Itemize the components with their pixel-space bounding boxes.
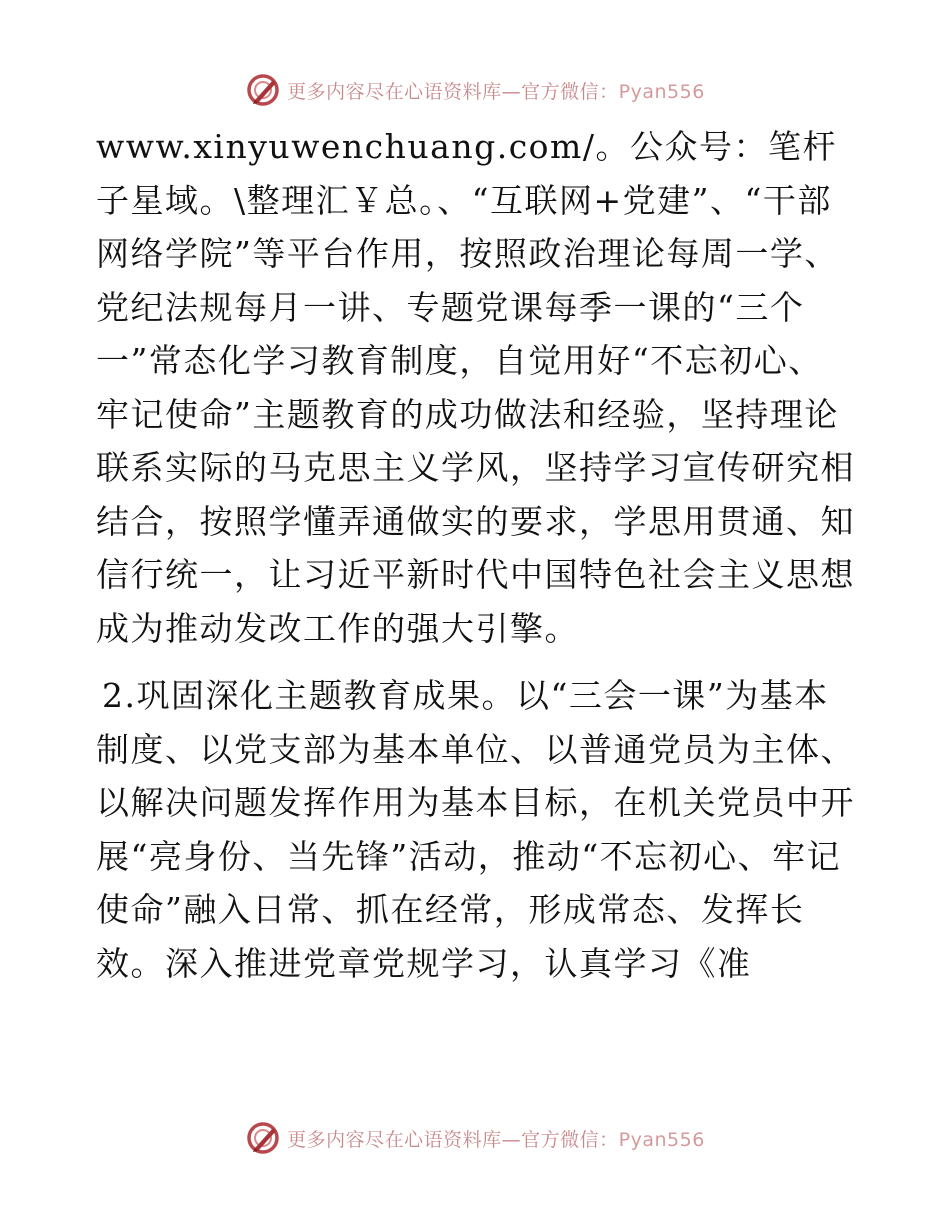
- paragraph-1: www.xinyuwenchuang.com/。公众号：笔杆子星域。\整理汇￥总。、“互联网+党建”、“干部网络学院”等平台作用，按照政治理论每周一学、党纪法规每月一讲、专题党课每季一课的“三个一”常态化学习教育制度，自觉用好“不忘初心、牢记使命”主题教育的成功做法和经验，坚持理论联系实际的马克思主义学风，坚持学习宣传研究相结合，按照学懂弄通做实的要求，学思用贯通、知信行统一，让习近平新时代中国特色社会主义思想成为推动发改工作的强大引擎。: [96, 127, 855, 648]
- watermark-text: 更多内容尽在心语资料库—官方微信：Pyan556: [287, 1128, 705, 1151]
- document-body: [96, 120, 856, 990]
- footer-watermark: [0, 1118, 950, 1158]
- pen-circle-logo-icon: [245, 72, 281, 108]
- wechat-id: Pyan556: [618, 1128, 705, 1151]
- header-watermark: [0, 70, 950, 110]
- wechat-id: Pyan556: [618, 80, 705, 103]
- watermark-text: 更多内容尽在心语资料库—官方微信：Pyan556: [287, 80, 705, 103]
- pen-circle-logo-icon: [245, 1120, 281, 1156]
- paragraph-2: 2.巩固深化主题教育成果。以“三会一课”为基本制度、以党支部为基本单位、以普通党员为主体、以解决问题发挥作用为基本目标，在机关党员中开展“亮身份、当先锋”活动，推动“不忘初心、牢记使命”融入日常、抓在经常，形成常态、发挥长效。深入推进党章党规学习，认真学习《准: [96, 676, 855, 983]
